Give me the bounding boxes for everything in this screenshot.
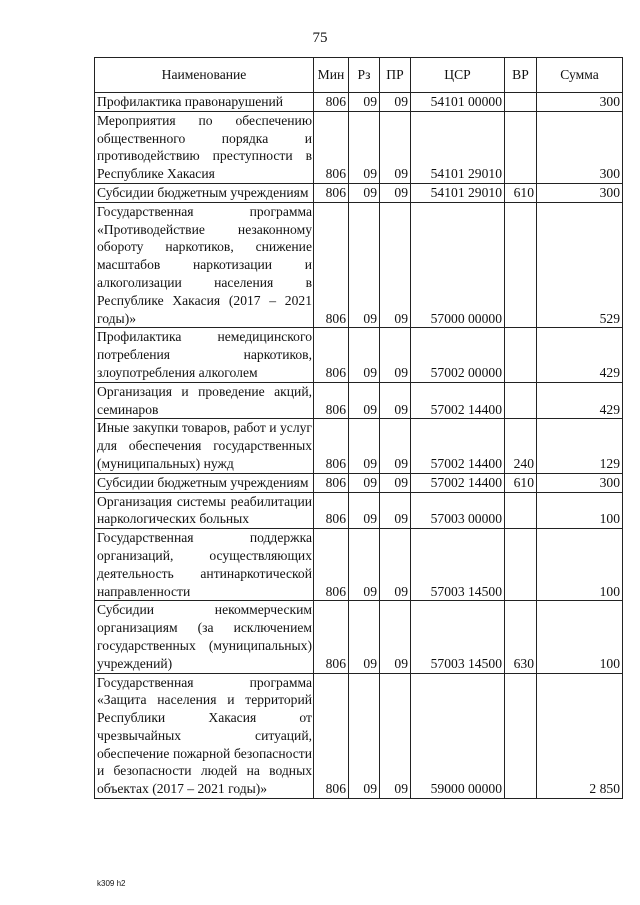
cell-rz: 09 xyxy=(349,93,380,112)
cell-name: Субсидии бюджетным учреждениям xyxy=(95,473,314,492)
cell-min: 806 xyxy=(314,419,349,473)
cell-name: Государственная программа «Защита населения и территорий Республики Хакасия от чрезвычайных ситуаций, обеспечение пожарной безопасности и безопасности людей на водных объектах (2017 – 2021 годы)» xyxy=(95,673,314,799)
table-row xyxy=(95,673,623,799)
cell-min: 806 xyxy=(314,492,349,529)
cell-pr: 09 xyxy=(380,382,411,419)
cell-rz: 09 xyxy=(349,419,380,473)
cell-rz: 09 xyxy=(349,183,380,202)
cell-csr: 57002 00000 xyxy=(411,328,505,382)
table-row xyxy=(95,328,623,382)
cell-sum: 300 xyxy=(537,473,623,492)
cell-vr xyxy=(505,382,537,419)
cell-sum: 2 850 xyxy=(537,673,623,799)
cell-name: Профилактика правонарушений xyxy=(95,93,314,112)
cell-rz: 09 xyxy=(349,382,380,419)
cell-csr: 57000 00000 xyxy=(411,202,505,328)
cell-vr xyxy=(505,529,537,601)
cell-sum: 300 xyxy=(537,93,623,112)
cell-rz: 09 xyxy=(349,202,380,328)
cell-pr: 09 xyxy=(380,419,411,473)
cell-pr: 09 xyxy=(380,673,411,799)
cell-name: Государственная поддержка организаций, осуществляющих деятельность антинаркотической направленности xyxy=(95,529,314,601)
cell-vr: 610 xyxy=(505,183,537,202)
cell-min: 806 xyxy=(314,673,349,799)
cell-csr: 57002 14400 xyxy=(411,419,505,473)
cell-rz: 09 xyxy=(349,492,380,529)
table-row xyxy=(95,492,623,529)
cell-vr: 240 xyxy=(505,419,537,473)
header-sum: Сумма xyxy=(537,58,623,93)
cell-sum: 100 xyxy=(537,529,623,601)
table-row xyxy=(95,202,623,328)
cell-min: 806 xyxy=(314,183,349,202)
cell-pr: 09 xyxy=(380,183,411,202)
table-row xyxy=(95,111,623,183)
cell-sum: 529 xyxy=(537,202,623,328)
cell-csr: 57003 14500 xyxy=(411,529,505,601)
cell-pr: 09 xyxy=(380,111,411,183)
cell-min: 806 xyxy=(314,601,349,673)
header-min: Мин xyxy=(314,58,349,93)
cell-vr: 610 xyxy=(505,473,537,492)
cell-csr: 59000 00000 xyxy=(411,673,505,799)
cell-rz: 09 xyxy=(349,673,380,799)
cell-csr: 54101 00000 xyxy=(411,93,505,112)
cell-csr: 57002 14400 xyxy=(411,473,505,492)
cell-sum: 300 xyxy=(537,183,623,202)
table-row xyxy=(95,601,623,673)
cell-min: 806 xyxy=(314,202,349,328)
budget-table xyxy=(94,57,623,799)
cell-name: Профилактика немедицинского потребления наркотиков, злоупотребления алкоголем xyxy=(95,328,314,382)
cell-sum: 100 xyxy=(537,601,623,673)
cell-csr: 57002 14400 xyxy=(411,382,505,419)
cell-min: 806 xyxy=(314,328,349,382)
cell-sum: 100 xyxy=(537,492,623,529)
table-row xyxy=(95,529,623,601)
cell-name: Мероприятия по обеспечению общественного порядка и противодействию преступности в Республике Хакасия xyxy=(95,111,314,183)
cell-name: Иные закупки товаров, работ и услуг для обеспечения государственных (муниципальных) нужд xyxy=(95,419,314,473)
cell-csr: 57003 00000 xyxy=(411,492,505,529)
header-row xyxy=(95,58,623,93)
cell-pr: 09 xyxy=(380,473,411,492)
cell-sum: 300 xyxy=(537,111,623,183)
cell-csr: 54101 29010 xyxy=(411,111,505,183)
header-pr: ПР xyxy=(380,58,411,93)
cell-rz: 09 xyxy=(349,601,380,673)
footer-code: k309 h2 xyxy=(97,879,126,888)
cell-csr: 54101 29010 xyxy=(411,183,505,202)
cell-vr: 630 xyxy=(505,601,537,673)
cell-vr xyxy=(505,328,537,382)
header-name: Наименование xyxy=(95,58,314,93)
cell-vr xyxy=(505,673,537,799)
cell-vr xyxy=(505,492,537,529)
cell-csr: 57003 14500 xyxy=(411,601,505,673)
header-vr: ВР xyxy=(505,58,537,93)
table-row xyxy=(95,419,623,473)
cell-rz: 09 xyxy=(349,529,380,601)
cell-rz: 09 xyxy=(349,473,380,492)
page-number: 75 xyxy=(312,30,328,46)
cell-pr: 09 xyxy=(380,601,411,673)
cell-rz: 09 xyxy=(349,111,380,183)
cell-name: Субсидии некоммерческим организациям (за исключением государственных (муниципальных) учреждений) xyxy=(95,601,314,673)
table-row xyxy=(95,183,623,202)
cell-name: Организация системы реабилитации наркологических больных xyxy=(95,492,314,529)
table-row xyxy=(95,473,623,492)
cell-pr: 09 xyxy=(380,202,411,328)
table-body xyxy=(95,93,623,799)
cell-name: Государственная программа «Противодействие незаконному обороту наркотиков, снижение масштабов наркотизации и алкоголизации населения в Республике Хакасия (2017 – 2021 годы)» xyxy=(95,202,314,328)
cell-sum: 429 xyxy=(537,382,623,419)
cell-pr: 09 xyxy=(380,93,411,112)
cell-vr xyxy=(505,202,537,328)
table-row xyxy=(95,382,623,419)
table-row xyxy=(95,93,623,112)
header-rz: Рз xyxy=(349,58,380,93)
cell-min: 806 xyxy=(314,382,349,419)
cell-min: 806 xyxy=(314,473,349,492)
cell-sum: 129 xyxy=(537,419,623,473)
cell-rz: 09 xyxy=(349,328,380,382)
cell-pr: 09 xyxy=(380,328,411,382)
cell-min: 806 xyxy=(314,529,349,601)
cell-min: 806 xyxy=(314,111,349,183)
cell-vr xyxy=(505,111,537,183)
cell-name: Организация и проведение акций, семинаров xyxy=(95,382,314,419)
cell-vr xyxy=(505,93,537,112)
cell-sum: 429 xyxy=(537,328,623,382)
cell-name: Субсидии бюджетным учреждениям xyxy=(95,183,314,202)
cell-min: 806 xyxy=(314,93,349,112)
cell-pr: 09 xyxy=(380,529,411,601)
cell-pr: 09 xyxy=(380,492,411,529)
header-csr: ЦСР xyxy=(411,58,505,93)
